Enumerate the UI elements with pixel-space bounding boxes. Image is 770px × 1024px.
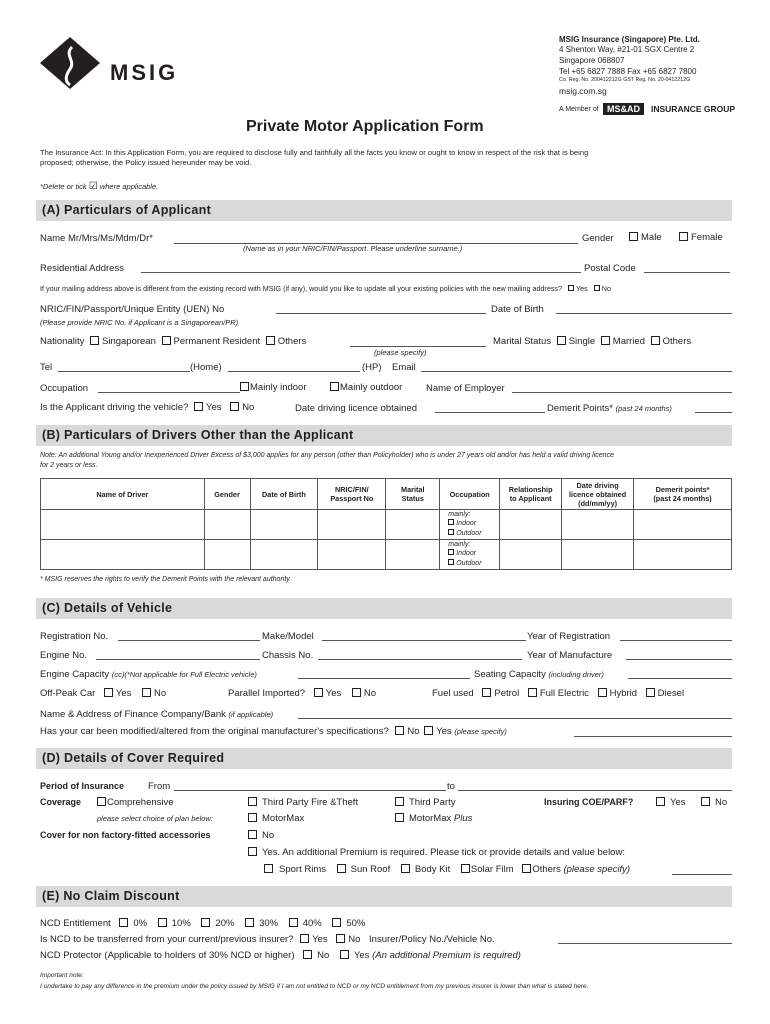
- ncd-30-checkbox[interactable]: [245, 918, 254, 927]
- accessories-others-label: Others: [532, 864, 561, 875]
- mailing-no-label: No: [601, 284, 611, 293]
- non-factory-yes-checkbox[interactable]: [248, 847, 257, 856]
- table-row: [41, 510, 732, 540]
- driver-1-relationship-cell[interactable]: [500, 510, 562, 540]
- home-label: (Home): [190, 362, 222, 373]
- employer-label: Name of Employer: [426, 383, 505, 394]
- protector-label: NCD Protector (Applicable to holders of 30% NCD or higher): [40, 950, 295, 961]
- protector-yes-checkbox[interactable]: [340, 950, 349, 959]
- section-b-note-2: for 2 years or less.: [40, 462, 98, 469]
- year-reg-field[interactable]: [620, 640, 732, 641]
- driving-row: [40, 402, 254, 413]
- modified-specify-note: (please specify): [454, 727, 507, 736]
- offpeak-no-checkbox[interactable]: [142, 688, 151, 697]
- coe-yes-option[interactable]: [656, 797, 686, 808]
- singaporean-label: Singaporean: [102, 336, 156, 347]
- outdoor-option[interactable]: [448, 559, 499, 569]
- non-factory-no-checkbox[interactable]: [248, 830, 257, 839]
- employer-field[interactable]: [512, 392, 732, 393]
- hybrid-label: Hybrid: [609, 688, 638, 699]
- nric-label: NRIC/FIN/Passport/Unique Entity (UEN) No: [40, 304, 225, 315]
- nric-field[interactable]: [276, 313, 486, 314]
- demerit-footnote: * MSIG reserves the rights to verify the Demerit Points with the relevant authority.: [40, 576, 292, 583]
- mainly-label: mainly:: [448, 540, 471, 548]
- seating-label: Seating Capacity: [474, 669, 546, 680]
- offpeak-label: Off-Peak Car: [40, 688, 96, 699]
- non-factory-label: Cover for non factory-fitted accessories: [40, 830, 211, 840]
- undertake-note: I undertake to pay any difference in the premium under the policy issued by MSIG if I am not entitled to NCD or my NCD entitlement from my previous insurer is lower than what is stated here.: [40, 983, 589, 990]
- plus-label: Plus: [453, 813, 473, 824]
- driver-1-nric-cell[interactable]: [318, 510, 386, 540]
- non-factory-yes-label: Yes. An additional Premium is required. Please tick or provide details and value below:: [262, 847, 625, 858]
- driver-2-demerit-cell[interactable]: [634, 540, 732, 570]
- email-label: Email: [392, 362, 416, 373]
- mainly-outdoor-option[interactable]: [330, 382, 402, 393]
- electric-checkbox[interactable]: [528, 688, 537, 697]
- tel-home-field[interactable]: [58, 371, 190, 372]
- hp-label: (HP): [362, 362, 382, 373]
- accessories-others-checkbox[interactable]: [522, 864, 531, 873]
- tick-icon: ☑: [88, 181, 98, 192]
- nationality-row: [40, 336, 306, 347]
- offpeak-yes-label: Yes: [115, 688, 132, 699]
- intro-line-2: proposed; otherwise, the Policy issued hereunder may be void.: [40, 158, 252, 167]
- non-factory-no-label: No: [262, 830, 275, 841]
- fuel-label: Fuel used: [432, 688, 474, 699]
- non-factory-yes-option[interactable]: [248, 847, 625, 858]
- ncd-50-checkbox[interactable]: [332, 918, 341, 927]
- residential-field[interactable]: [141, 272, 581, 273]
- diesel-label: Diesel: [657, 688, 685, 699]
- from-label: From: [148, 781, 171, 792]
- ncd-20-label: 20%: [215, 918, 235, 929]
- delete-tick-text: *Delete or tick: [40, 182, 87, 191]
- mainly-outdoor-checkbox[interactable]: [330, 382, 339, 391]
- modified-question: Has your car been modified/altered from the original manufacturer's specifications?: [40, 726, 389, 737]
- motormax-plus-checkbox[interactable]: [395, 813, 404, 822]
- company-website: msig.com.sg: [559, 86, 607, 96]
- comprehensive-label: Comprehensive: [107, 797, 174, 808]
- driver-2-occupation-cell[interactable]: [440, 540, 500, 570]
- marital-row: [493, 336, 691, 347]
- driver-2-marital-cell[interactable]: [386, 540, 440, 570]
- ncd-20-checkbox[interactable]: [201, 918, 210, 927]
- outdoor-label: Outdoor: [456, 529, 482, 537]
- driver-1-marital-cell[interactable]: [386, 510, 440, 540]
- motormax-plus-label: MotorMax: [409, 813, 452, 824]
- reg-no-field[interactable]: [118, 640, 260, 641]
- driving-no-checkbox[interactable]: [230, 402, 239, 411]
- section-b-title: (B) Particulars of Drivers Other than the Applicant: [42, 428, 354, 442]
- marital-others-label: Others: [662, 336, 692, 347]
- insurer-field[interactable]: [558, 943, 732, 944]
- comprehensive-option[interactable]: [97, 797, 174, 808]
- modified-no-label: No: [407, 726, 420, 737]
- pr-checkbox[interactable]: [162, 336, 171, 345]
- chassis-field[interactable]: [318, 659, 522, 660]
- accessories-specify-note: (please specify): [563, 864, 631, 875]
- ncd-30-label: 30%: [259, 918, 279, 929]
- postal-label: Postal Code: [584, 263, 636, 274]
- tel-label: Tel: [40, 362, 53, 373]
- seating-field[interactable]: [628, 678, 732, 679]
- modified-field[interactable]: [574, 736, 732, 737]
- accessories-row: [264, 864, 630, 875]
- nric-note: (Please provide NRIC No. if Applicant is a Singaporean/PR): [40, 318, 239, 327]
- finance-label: Name & Address of Finance Company/Bank: [40, 709, 226, 720]
- dob-label: Date of Birth: [491, 304, 544, 315]
- driver-2-dob-cell[interactable]: [250, 540, 318, 570]
- company-address-1: 4 Shenton Way, #21-01 SGX Centre 2: [559, 45, 695, 54]
- driver-1-gender-cell[interactable]: [204, 510, 250, 540]
- parallel-yes-label: Yes: [325, 688, 342, 699]
- nationality-specify-note: (please specify): [374, 348, 427, 357]
- diesel-checkbox[interactable]: [646, 688, 655, 697]
- driving-yes-label: Yes: [206, 402, 222, 413]
- marital-label: Marital Status: [493, 336, 552, 347]
- section-a-header: [36, 200, 732, 221]
- member-group: INSURANCE GROUP: [651, 104, 736, 114]
- mainly-label: mainly:: [448, 510, 471, 518]
- motormax-plus-option[interactable]: [395, 813, 472, 824]
- motormax-label: MotorMax: [262, 813, 305, 824]
- choice-note: please select choice of plan below:: [97, 814, 213, 823]
- name-note: (Name as in your NRIC/FIN/Passport. Please underline surname.): [243, 244, 463, 253]
- occupation-label: Occupation: [40, 383, 89, 394]
- year-reg-label: Year of Registration: [527, 631, 611, 642]
- demerit-label: Demerit Points*: [547, 403, 613, 414]
- section-a-title: (A) Particulars of Applicant: [42, 203, 212, 217]
- sun-roof-checkbox[interactable]: [337, 864, 346, 873]
- pr-label: Permanent Resident: [173, 336, 261, 347]
- transfer-no-checkbox[interactable]: [336, 934, 345, 943]
- where-applicable-text: where applicable.: [99, 182, 159, 191]
- coverage-label: Coverage: [40, 797, 82, 807]
- comprehensive-checkbox[interactable]: [97, 797, 106, 806]
- parallel-label: Parallel Imported?: [228, 688, 306, 699]
- important-note-label: Important note:: [40, 972, 84, 979]
- solar-film-checkbox[interactable]: [461, 864, 470, 873]
- company-name: MSIG Insurance (Singapore) Pte. Ltd.: [559, 35, 700, 44]
- capacity-note: (cc)(*Not applicable for Full Electric vehicle): [111, 670, 257, 679]
- body-kit-checkbox[interactable]: [401, 864, 410, 873]
- driver-1-dob-cell[interactable]: [250, 510, 318, 540]
- col-licence-date: Date driving licence obtained (dd/mm/yy): [562, 479, 634, 510]
- transfer-yes-label: Yes: [312, 934, 328, 945]
- female-checkbox[interactable]: [679, 232, 688, 241]
- indoor-label: Indoor: [456, 520, 477, 528]
- protector-no-checkbox[interactable]: [303, 950, 312, 959]
- coe-no-option[interactable]: [701, 797, 727, 808]
- modified-no-checkbox[interactable]: [395, 726, 404, 735]
- ncd-10-checkbox[interactable]: [158, 918, 167, 927]
- driver-2-licence-cell[interactable]: [562, 540, 634, 570]
- indoor-label: Indoor: [456, 550, 477, 558]
- ncd-40-checkbox[interactable]: [289, 918, 298, 927]
- mailing-yes-checkbox[interactable]: [568, 285, 574, 291]
- seating-label-group: [474, 669, 604, 680]
- ncd-0-checkbox[interactable]: [119, 918, 128, 927]
- tel-hp-field[interactable]: [228, 371, 360, 372]
- driver-1-occupation-cell[interactable]: [440, 510, 500, 540]
- transfer-no-label: No: [348, 934, 361, 945]
- col-nric: NRIC/FIN/ Passport No: [318, 479, 386, 510]
- female-label: Female: [691, 232, 723, 243]
- insurer-label: Insurer/Policy No./Vehicle No.: [369, 934, 495, 945]
- body-kit-label: Body Kit: [414, 864, 451, 875]
- seating-note: (including driver): [548, 670, 604, 679]
- demerit-label-group: [547, 403, 672, 414]
- non-factory-no-option[interactable]: [248, 830, 274, 841]
- petrol-checkbox[interactable]: [482, 688, 491, 697]
- motormax-option[interactable]: [248, 813, 304, 824]
- nationality-others-field[interactable]: [350, 346, 486, 347]
- modified-yes-checkbox[interactable]: [424, 726, 433, 735]
- indoor-checkbox[interactable]: [448, 549, 454, 555]
- make-field[interactable]: [322, 640, 526, 641]
- married-checkbox[interactable]: [601, 336, 610, 345]
- ncd-0-label: 0%: [133, 918, 148, 929]
- year-manu-label: Year of Manufacture: [527, 650, 613, 661]
- nationality-others-checkbox[interactable]: [266, 336, 275, 345]
- table-row: [41, 540, 732, 570]
- mainly-indoor-option[interactable]: [240, 382, 307, 393]
- accessories-others-field[interactable]: [672, 874, 732, 875]
- section-e-title: (E) No Claim Discount: [42, 889, 180, 903]
- driver-1-licence-cell[interactable]: [562, 510, 634, 540]
- driver-1-demerit-cell[interactable]: [634, 510, 732, 540]
- offpeak-row: [40, 688, 166, 699]
- section-b-header: [36, 425, 732, 446]
- male-checkbox[interactable]: [629, 232, 638, 241]
- driving-yes-checkbox[interactable]: [194, 402, 203, 411]
- postal-field[interactable]: [644, 272, 730, 273]
- period-label: Period of Insurance: [40, 781, 125, 791]
- section-b-note-1: Note: An additional Young and/or Inexperienced Driver Excess of $3,000 applies for any person (other than Policyholder) who is under 27 years old and/or has held a valid driving licence: [40, 452, 614, 459]
- section-d-title: (D) Details of Cover Required: [42, 751, 225, 765]
- parallel-yes-checkbox[interactable]: [314, 688, 323, 697]
- parallel-no-label: No: [363, 688, 377, 699]
- offpeak-no-label: No: [154, 688, 167, 699]
- period-to-field[interactable]: [458, 790, 732, 791]
- page-title: Private Motor Application Form: [246, 118, 484, 135]
- driver-1-name-cell[interactable]: [41, 510, 205, 540]
- modified-yes-label: Yes: [436, 726, 452, 737]
- indoor-option[interactable]: [448, 549, 499, 559]
- driver-2-relationship-cell[interactable]: [500, 540, 562, 570]
- outdoor-checkbox[interactable]: [448, 559, 454, 565]
- occupation-field[interactable]: [98, 392, 240, 393]
- tp-label: Third Party: [409, 797, 456, 808]
- demerit-field[interactable]: [695, 412, 732, 413]
- capacity-label: Engine Capacity: [40, 669, 110, 680]
- col-date-of-birth: Date of Birth: [250, 479, 318, 510]
- col-occupation: Occupation: [440, 479, 500, 510]
- mailing-yes-label: Yes: [576, 284, 588, 293]
- engine-no-field[interactable]: [96, 659, 260, 660]
- year-manu-field[interactable]: [626, 659, 732, 660]
- marital-others-checkbox[interactable]: [651, 336, 660, 345]
- drivers-table: [40, 478, 732, 570]
- solar-film-label: Solar Film: [470, 864, 514, 875]
- fuel-row: [432, 688, 684, 699]
- finance-field[interactable]: [298, 718, 732, 719]
- chassis-label: Chassis No.: [262, 650, 314, 661]
- capacity-label-group: [40, 669, 257, 680]
- email-field[interactable]: [421, 371, 732, 372]
- tpft-label: Third Party Fire &Theft: [262, 797, 359, 808]
- modified-row: [40, 726, 507, 737]
- ncd-10-label: 10%: [171, 918, 191, 929]
- driver-2-nric-cell[interactable]: [318, 540, 386, 570]
- licence-date-field[interactable]: [435, 412, 545, 413]
- petrol-label: Petrol: [494, 688, 520, 699]
- gender-male-option[interactable]: [629, 232, 662, 243]
- offpeak-yes-checkbox[interactable]: [104, 688, 113, 697]
- single-checkbox[interactable]: [557, 336, 566, 345]
- gender-label: Gender: [582, 233, 614, 244]
- outdoor-label: Outdoor: [456, 559, 482, 567]
- indoor-checkbox[interactable]: [448, 519, 454, 525]
- parallel-no-checkbox[interactable]: [352, 688, 361, 697]
- company-address-2: Singapore 068807: [559, 56, 625, 65]
- tp-checkbox[interactable]: [395, 797, 404, 806]
- outdoor-option[interactable]: [448, 529, 499, 539]
- mailing-question-text: If your mailing address above is different from the existing record with MSIG (if any), would you like to update all your existing policies with the new mailing address?: [40, 284, 563, 293]
- mainly-indoor-checkbox[interactable]: [240, 382, 249, 391]
- outdoor-checkbox[interactable]: [448, 529, 454, 535]
- driving-no-label: No: [242, 402, 255, 413]
- coe-yes-checkbox[interactable]: [656, 797, 665, 806]
- coe-no-checkbox[interactable]: [701, 797, 710, 806]
- licence-date-label: Date driving licence obtained: [295, 403, 417, 414]
- section-e-header: [36, 886, 732, 907]
- coe-no-label: No: [715, 797, 728, 808]
- ncd-50-label: 50%: [346, 918, 366, 929]
- protector-additional-note: (An additional Premium is required): [372, 950, 521, 961]
- transfer-yes-checkbox[interactable]: [300, 934, 309, 943]
- drivers-table-header: [41, 479, 732, 510]
- protector-no-label: No: [317, 950, 330, 961]
- company-reg: Co. Reg. No. 200412212G GST Reg. No. 20-0412212G: [559, 77, 691, 83]
- name-label: Name Mr/Mrs/Ms/Mdm/Dr*: [40, 233, 153, 244]
- msig-logo: [36, 35, 104, 94]
- coe-label: Insuring COE/PARF?: [544, 797, 634, 807]
- section-c-title: (C) Details of Vehicle: [42, 601, 173, 615]
- member-prefix: A Member of: [559, 106, 599, 113]
- capacity-field[interactable]: [298, 678, 470, 679]
- demerit-past-label: (past 24 months): [615, 404, 672, 413]
- mailing-question: [40, 284, 611, 293]
- sport-rims-label: Sport Rims: [279, 864, 326, 875]
- married-label: Married: [612, 336, 645, 347]
- parallel-row: [228, 688, 376, 699]
- ncd-row: [40, 918, 365, 929]
- reg-no-label: Registration No.: [40, 631, 109, 642]
- nationality-label: Nationality: [40, 336, 85, 347]
- indoor-option[interactable]: [448, 519, 499, 529]
- msig-logo-mark-icon: [36, 35, 104, 91]
- hybrid-checkbox[interactable]: [598, 688, 607, 697]
- mailing-no-checkbox[interactable]: [594, 285, 600, 291]
- intro-line-1: The Insurance Act: In this Application Form, you are required to disclose fully and faithfully all the facts you know or ought to know in respect of the risk that is being: [40, 148, 589, 157]
- ncd-label: NCD Entitlement: [40, 918, 111, 929]
- tpft-checkbox[interactable]: [248, 797, 257, 806]
- sport-rims-checkbox[interactable]: [264, 864, 273, 873]
- driving-question: Is the Applicant driving the vehicle?: [40, 402, 189, 413]
- coe-yes-label: Yes: [670, 797, 686, 808]
- logo-text: MSIG: [110, 60, 179, 85]
- finance-note: (if applicable): [228, 710, 274, 719]
- period-from-field[interactable]: [174, 790, 446, 791]
- nationality-others-label: Others: [277, 336, 307, 347]
- sun-roof-label: Sun Roof: [350, 864, 391, 875]
- engine-no-label: Engine No.: [40, 650, 88, 661]
- single-label: Single: [568, 336, 596, 347]
- transfer-row: [40, 934, 495, 945]
- transfer-question: Is NCD to be transferred from your current/previous insurer?: [40, 934, 294, 945]
- section-c-header: [36, 598, 732, 619]
- mainly-indoor-label: Mainly indoor: [250, 382, 307, 393]
- dob-field[interactable]: [556, 313, 732, 314]
- ncd-40-label: 40%: [302, 918, 322, 929]
- to-label: to: [447, 781, 455, 792]
- col-relationship: Relationship to Applicant: [500, 479, 562, 510]
- tpft-option[interactable]: [248, 797, 358, 808]
- company-tel: Tel +65 6827 7888 Fax +65 6827 7800: [559, 67, 697, 76]
- driver-2-gender-cell[interactable]: [204, 540, 250, 570]
- tp-option[interactable]: [395, 797, 455, 808]
- col-gender: Gender: [204, 479, 250, 510]
- gender-female-option[interactable]: [679, 232, 723, 243]
- section-d-header: [36, 748, 732, 769]
- protector-yes-label: Yes: [353, 950, 370, 961]
- driver-2-name-cell[interactable]: [41, 540, 205, 570]
- male-label: Male: [641, 232, 662, 243]
- col-demerit-points: Demerit points* (past 24 months): [634, 479, 732, 510]
- make-label: Make/Model: [262, 631, 314, 642]
- motormax-checkbox[interactable]: [248, 813, 257, 822]
- residential-label: Residential Address: [40, 263, 124, 274]
- mainly-outdoor-label: Mainly outdoor: [340, 382, 403, 393]
- msad-badge: MS&AD: [603, 103, 644, 115]
- singaporean-checkbox[interactable]: [90, 336, 99, 345]
- electric-label: Full Electric: [539, 688, 589, 699]
- col-marital-status: Marital Status: [386, 479, 440, 510]
- delete-tick-note: [40, 181, 158, 192]
- finance-label-group: [40, 709, 273, 720]
- protector-row: [40, 950, 521, 961]
- col-name-of-driver: Name of Driver: [41, 479, 205, 510]
